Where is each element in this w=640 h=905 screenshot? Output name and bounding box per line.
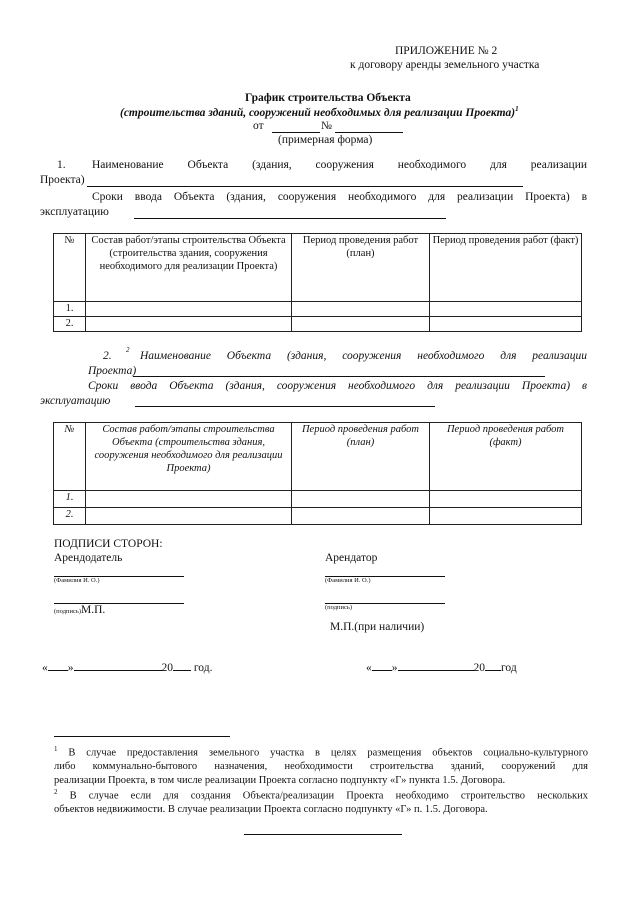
section1-deadline-label: Сроки ввода Объекта (здания, сооружения необходимого для реализации Проекта) в — [92, 191, 587, 203]
lessee-name-hint: (Фамилия И. О.) — [325, 577, 371, 584]
section1-name-label: Наименование Объекта (здания, сооружения необходимого для реализации — [92, 159, 587, 171]
section2-deadline-label-cont: эксплуатацию — [40, 395, 111, 407]
number-blank — [335, 132, 403, 133]
col-header-works: Состав работ/этапы строительства Объекта (строительства здания, сооружения необходимого для реализации Проекта) — [86, 423, 292, 491]
table-cell — [430, 302, 582, 317]
form-note: (примерная форма) — [278, 134, 373, 146]
table-cell — [292, 508, 430, 525]
col-header-number: № — [54, 423, 86, 491]
footnote-1: $^1$ В случае предоставления земельного участка в целях размещения объектов социально-культурного либо коммунально-бытового назначения, необходимости строительства зданий, сооружений для реализации Проекта, в том числе реализации Проекта согласно подпункту «Г» пункта 1.5. Договора. — [54, 745, 588, 786]
footnote-2-mark: 2 — [54, 788, 58, 796]
section1-deadline-blank — [134, 218, 446, 219]
section2-table — [53, 422, 582, 525]
table-cell — [292, 302, 430, 317]
col-header-plan: Период проведения работ (план) — [292, 423, 430, 491]
lessor-date: « » 20 год. — [42, 662, 213, 674]
section1-number: 1. — [57, 159, 66, 171]
footnote-2: $^2$ В случае если для создания Объекта/реализации Проекта необходимо строительство нескольких объектов недвижимости. В случае реализации Проекта согласно подпункту «Г» п. 1.5. Договора. — [54, 788, 588, 815]
table-cell — [86, 317, 292, 332]
table-row — [54, 491, 582, 508]
table-cell — [86, 508, 292, 525]
col-header-works: Состав работ/этапы строительства Объекта (строительства здания, сооружения необходимого для реализации Проекта) — [86, 234, 292, 302]
appendix-subtitle: к договору аренды земельного участка — [350, 59, 540, 71]
table-cell — [430, 317, 582, 332]
appendix-title: ПРИЛОЖЕНИЕ № 2 — [395, 45, 498, 57]
lessor-stamp: М.П. — [80, 604, 106, 616]
lessor-name-hint: (Фамилия И. О.) — [54, 577, 100, 584]
row-number: 1. — [54, 302, 86, 317]
footnote-separator — [54, 736, 230, 737]
table-cell — [86, 302, 292, 317]
footnote-1-mark: 1 — [54, 745, 58, 753]
section1-deadline-label-cont: эксплуатацию — [40, 206, 109, 218]
lessee-date: « » 20 год — [366, 662, 517, 674]
signatures-heading: ПОДПИСИ СТОРОН: — [54, 538, 163, 550]
footnote-mark: 1 — [515, 105, 519, 113]
col-header-fact: Период проведения работ (факт) — [430, 234, 582, 302]
section2-name-blank — [133, 376, 545, 377]
lessor-sign-hint: (подпись)М.П. — [54, 604, 106, 616]
col-header-fact: Период проведения работ (факт) — [430, 423, 582, 491]
table-row — [54, 302, 582, 317]
section1-name-blank — [87, 186, 523, 187]
lessee-stamp: М.П.(при наличии) — [330, 621, 425, 633]
page-title: График строительства Объекта — [245, 92, 411, 104]
section2-number: 2. — [103, 350, 112, 362]
section1-name-label-cont: Проекта) — [40, 174, 85, 186]
lessee-sign-hint: (подпись) — [325, 604, 352, 611]
section1-table — [53, 233, 582, 332]
table-cell — [292, 491, 430, 508]
page-subtitle: (строительства зданий, сооружений необходимых для реализации Проекта)$^1$ — [120, 105, 519, 119]
section2-name-label-cont: Проекта) — [88, 365, 137, 377]
table-cell — [430, 491, 582, 508]
col-header-plan: Период проведения работ (план) — [292, 234, 430, 302]
lessor-label: Арендодатель — [54, 552, 123, 564]
lessee-label: Арендатор — [325, 552, 378, 564]
bottom-separator — [244, 834, 402, 835]
date-blank — [272, 132, 320, 133]
row-number: 1. — [54, 491, 86, 508]
row-number: 2. — [54, 508, 86, 525]
table-row — [54, 508, 582, 525]
col-header-number: № — [54, 234, 86, 302]
date-number-line: от — [253, 120, 264, 132]
table-cell — [86, 491, 292, 508]
section2-deadline-blank — [135, 406, 435, 407]
table-row — [54, 317, 582, 332]
table-cell — [292, 317, 430, 332]
section2-name-label: Наименование Объекта (здания, сооружения необходимого для реализации — [140, 350, 587, 362]
number-sign: № — [321, 120, 332, 132]
section2-deadline-label: Сроки ввода Объекта (здания, сооружения необходимого для реализации Проекта) в — [88, 380, 587, 392]
row-number: 2. — [54, 317, 86, 332]
footnote-mark-2: 2 — [126, 346, 130, 354]
table-cell — [430, 508, 582, 525]
